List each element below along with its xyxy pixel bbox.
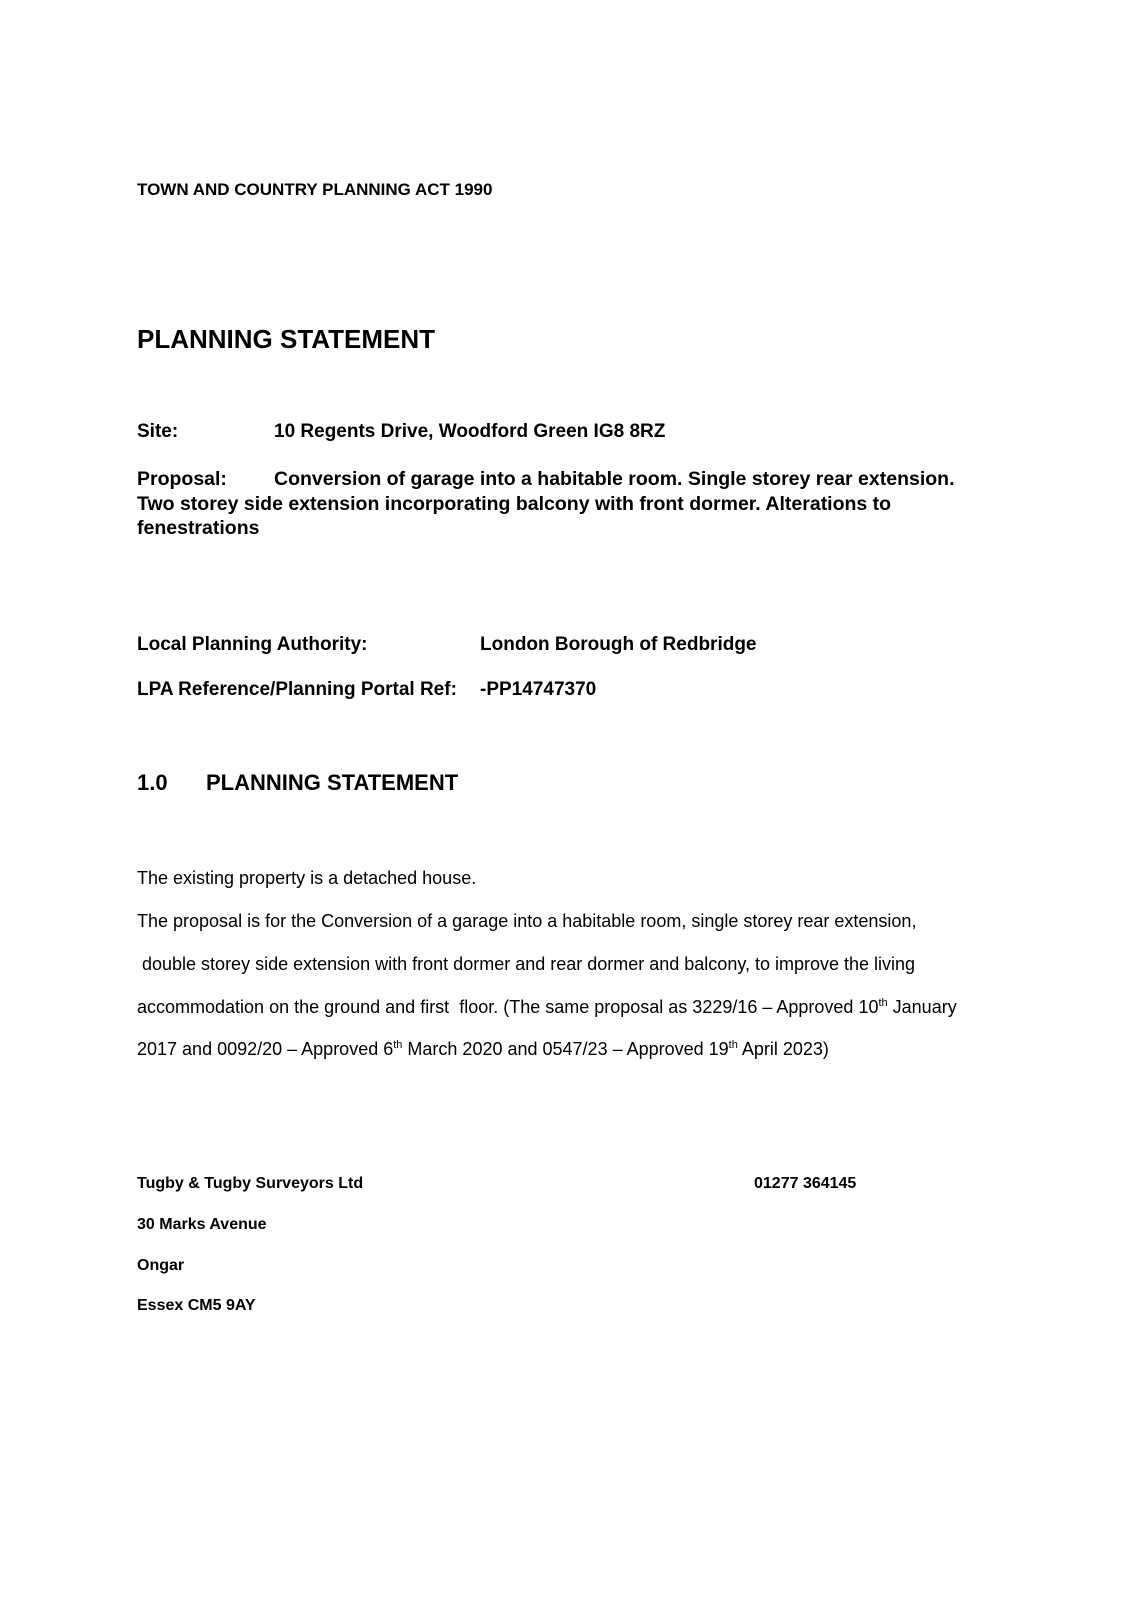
body-line-5 xyxy=(137,1039,829,1060)
act-title: TOWN AND COUNTRY PLANNING ACT 1990 xyxy=(137,180,493,199)
body-line-4-b: January xyxy=(887,997,957,1017)
footer-address-2: Ongar xyxy=(137,1257,185,1274)
footer-address-3: Essex CM5 9AY xyxy=(137,1297,256,1314)
site-label: Site: xyxy=(137,421,179,442)
section-title: PLANNING STATEMENT xyxy=(206,770,459,795)
body-line-5-c: April 2023) xyxy=(737,1039,829,1059)
proposal-label: Proposal: xyxy=(137,468,227,490)
body-line-5-sup-1: th xyxy=(393,1039,403,1051)
body-line-3: double storey side extension with front dormer and rear dormer and balcony, to improve the living xyxy=(137,954,916,974)
authority-label: Local Planning Authority: xyxy=(137,634,368,655)
site-value: 10 Regents Drive, Woodford Green IG8 8RZ xyxy=(274,421,666,442)
reference-label: LPA Reference/Planning Portal Ref: xyxy=(137,679,457,700)
proposal-block xyxy=(137,467,957,541)
proposal-value: Conversion of garage into a habitable room. Single storey rear extension. Two storey side extension incorporating balcony with front dormer. Alterations to fenestrations xyxy=(137,468,955,539)
body-line-1: The existing property is a detached house. xyxy=(137,868,477,888)
body-line-4-a: accommodation on the ground and first floor. (The same proposal as 3229/16 – Approved 10 xyxy=(137,997,879,1017)
body-line-4 xyxy=(137,997,957,1018)
footer-address-1: 30 Marks Avenue xyxy=(137,1216,267,1233)
footer-company: Tugby & Tugby Surveyors Ltd xyxy=(137,1175,364,1192)
body-line-5-a: 2017 and 0092/20 – Approved 6 xyxy=(137,1039,394,1059)
body-line-5-sup-2: th xyxy=(728,1039,738,1051)
body-line-2: The proposal is for the Conversion of a garage into a habitable room, single storey rear extension, xyxy=(137,911,917,931)
authority-value: London Borough of Redbridge xyxy=(480,634,757,655)
section-number: 1.0 xyxy=(137,770,168,795)
footer-phone: 01277 364145 xyxy=(754,1175,857,1192)
body-line-5-b: March 2020 and 0547/23 – Approved 19 xyxy=(402,1039,729,1059)
body-line-4-sup: th xyxy=(878,997,888,1009)
page-title: PLANNING STATEMENT xyxy=(137,324,436,354)
reference-value: -PP14747370 xyxy=(480,679,597,700)
